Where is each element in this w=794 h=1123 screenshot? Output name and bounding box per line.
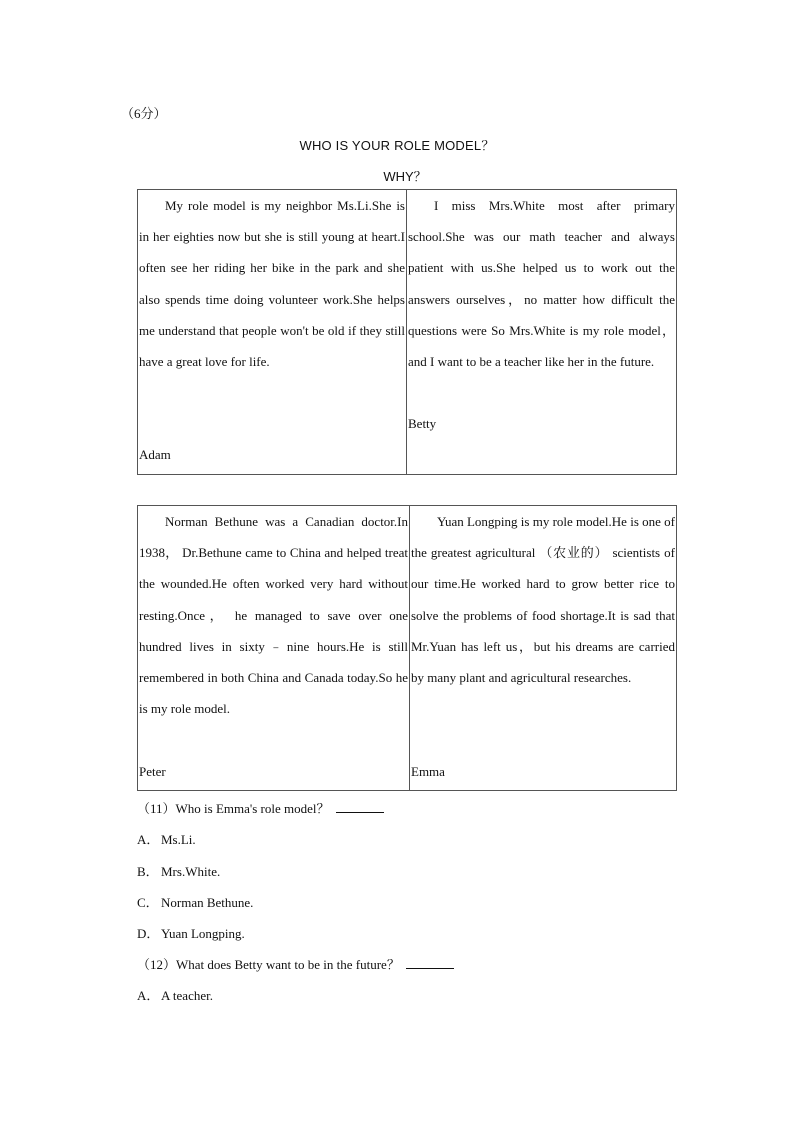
- table-cell-betty: [407, 190, 677, 475]
- author-name-emma: Emma: [411, 764, 445, 779]
- question-stem-11: （11）Who is Emma's role model？: [137, 798, 384, 817]
- table-cell-emma: [410, 506, 677, 791]
- passage-betty: I miss Mrs.White most after primary school.She was our math teacher and always patient with us.She helped us to work out the answers ourselves，no matter how difficult the questions were So Mrs.White is my role model，and I want to be a teacher like her in the future.: [408, 198, 675, 370]
- role-model-table-1: [137, 189, 677, 475]
- option-11-b[interactable]: B． Mrs.White.: [137, 864, 221, 879]
- table-cell-peter: [138, 506, 410, 791]
- passage-title: WHO IS YOUR ROLE MODEL？: [299, 138, 495, 153]
- table-cell-adam: [138, 190, 407, 475]
- answer-blank-11[interactable]: [336, 800, 384, 813]
- author-name-betty: Betty: [408, 416, 437, 431]
- role-model-table-2: [137, 505, 677, 791]
- question-stem-12: （12）What does Betty want to be in the future？: [137, 954, 454, 973]
- answer-blank-12[interactable]: [406, 956, 454, 969]
- passage-peter: Norman Bethune was a Canadian doctor.In 1938， Dr.Bethune came to China and helped treat the wounded.He often worked very hard without resting.Once， he managed to save over one hundred lives in sixty﹣nine hours.He is still remembered in both China and Canada today.So he is my role model.: [139, 514, 408, 717]
- author-name-adam: Adam: [139, 447, 171, 462]
- passage-adam: My role model is my neighbor Ms.Li.She is in her eighties now but she is still young at heart.I often see her riding her bike in the park and she also spends time doing volunteer work.She helps me understand that people won't be old if they still have a great love for life.: [139, 198, 405, 370]
- author-name-peter: Peter: [139, 764, 166, 779]
- passage-subtitle: WHY？: [383, 169, 427, 184]
- option-11-d[interactable]: D． Yuan Longping.: [137, 926, 245, 941]
- option-11-c[interactable]: C． Norman Bethune.: [137, 895, 254, 910]
- passage-emma: Yuan Longping is my role model.He is one of the greatest agricultural （农业的） scientists of our time.He worked hard to grow better rice to solve the problems of food shortage.It is sad that Mr.Yuan has left us，but his dreams are carried by many plant and agricultural researches.: [411, 514, 675, 686]
- option-11-a[interactable]: A． Ms.Li.: [137, 832, 196, 847]
- question-score: （6分）: [121, 106, 167, 121]
- option-12-a[interactable]: A． A teacher.: [137, 988, 213, 1003]
